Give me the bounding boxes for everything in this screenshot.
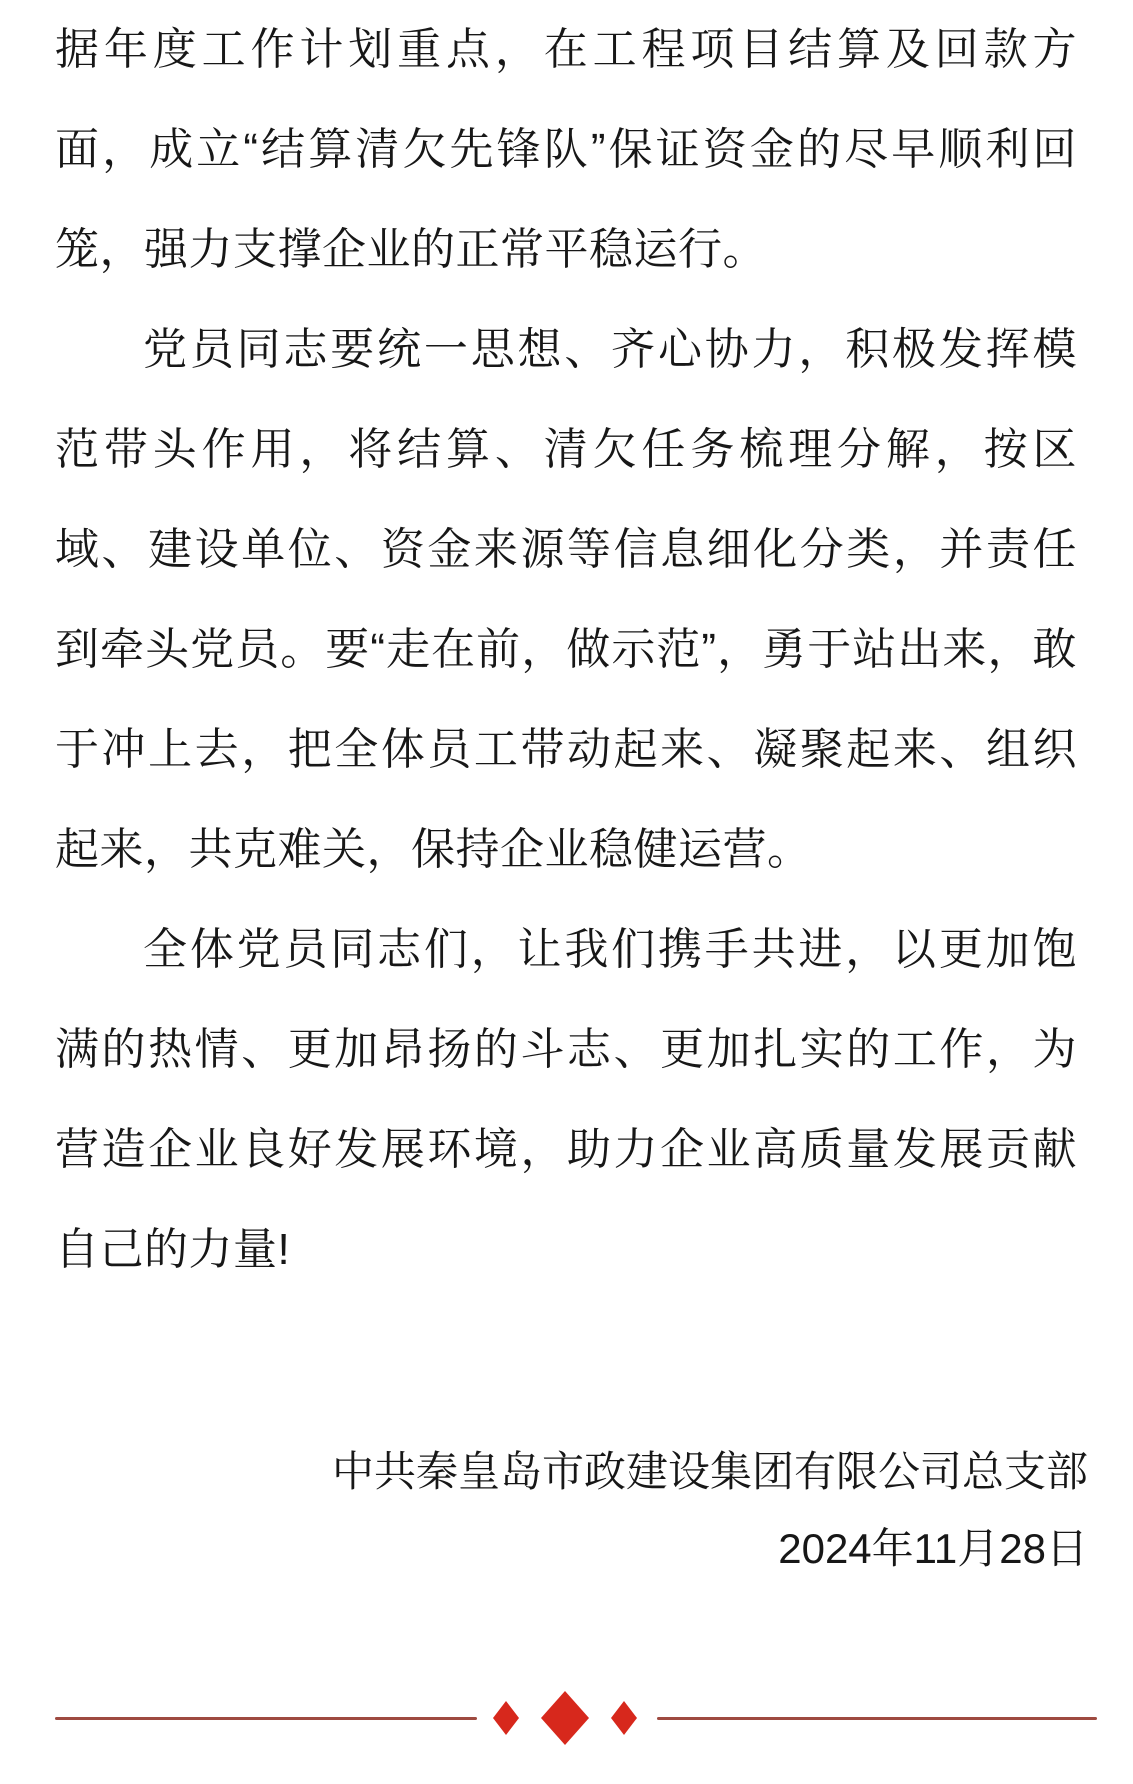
paragraph: 全体党员同志们，让我们携手共进，以更加饱满的热情、更加昂扬的斗志、更加扎实的工作，为营造企业良好发展环境，助力企业高质量发展贡献自己的力量! <box>55 925 1077 1274</box>
date-line: 2024年11月28日 <box>778 1525 1088 1572</box>
paragraph: 党员同志要统一思想、齐心协力，积极发挥模范带头作用，将结算、清欠任务梳理分解，按区域、建设单位、资金来源等信息细化分类，并责任到牵头党员。要“走在前，做示范”，勇于站出来，敢于冲上去，把全体员工带动起来、凝聚起来、组织起来，共克难关，保持企业稳健运营。 <box>55 325 1077 874</box>
diamond-icon-small-right <box>611 1701 637 1735</box>
divider-line-right <box>657 1717 1097 1720</box>
footer-divider <box>0 1691 1133 1745</box>
signoff-block <box>0 1433 1133 1587</box>
signature-line: 中共秦皇岛市政建设集团有限公司总支部 <box>331 1448 1088 1495</box>
diamond-icon-small-left <box>493 1701 519 1735</box>
divider-line-left <box>55 1717 477 1720</box>
diamond-icon-large <box>541 1691 589 1745</box>
paragraph: 据年度工作计划重点，在工程项目结算及回款方面，成立“结算清欠先锋队”保证资金的尽早顺利回笼，强力支撑企业的正常平稳运行。 <box>55 25 1077 274</box>
